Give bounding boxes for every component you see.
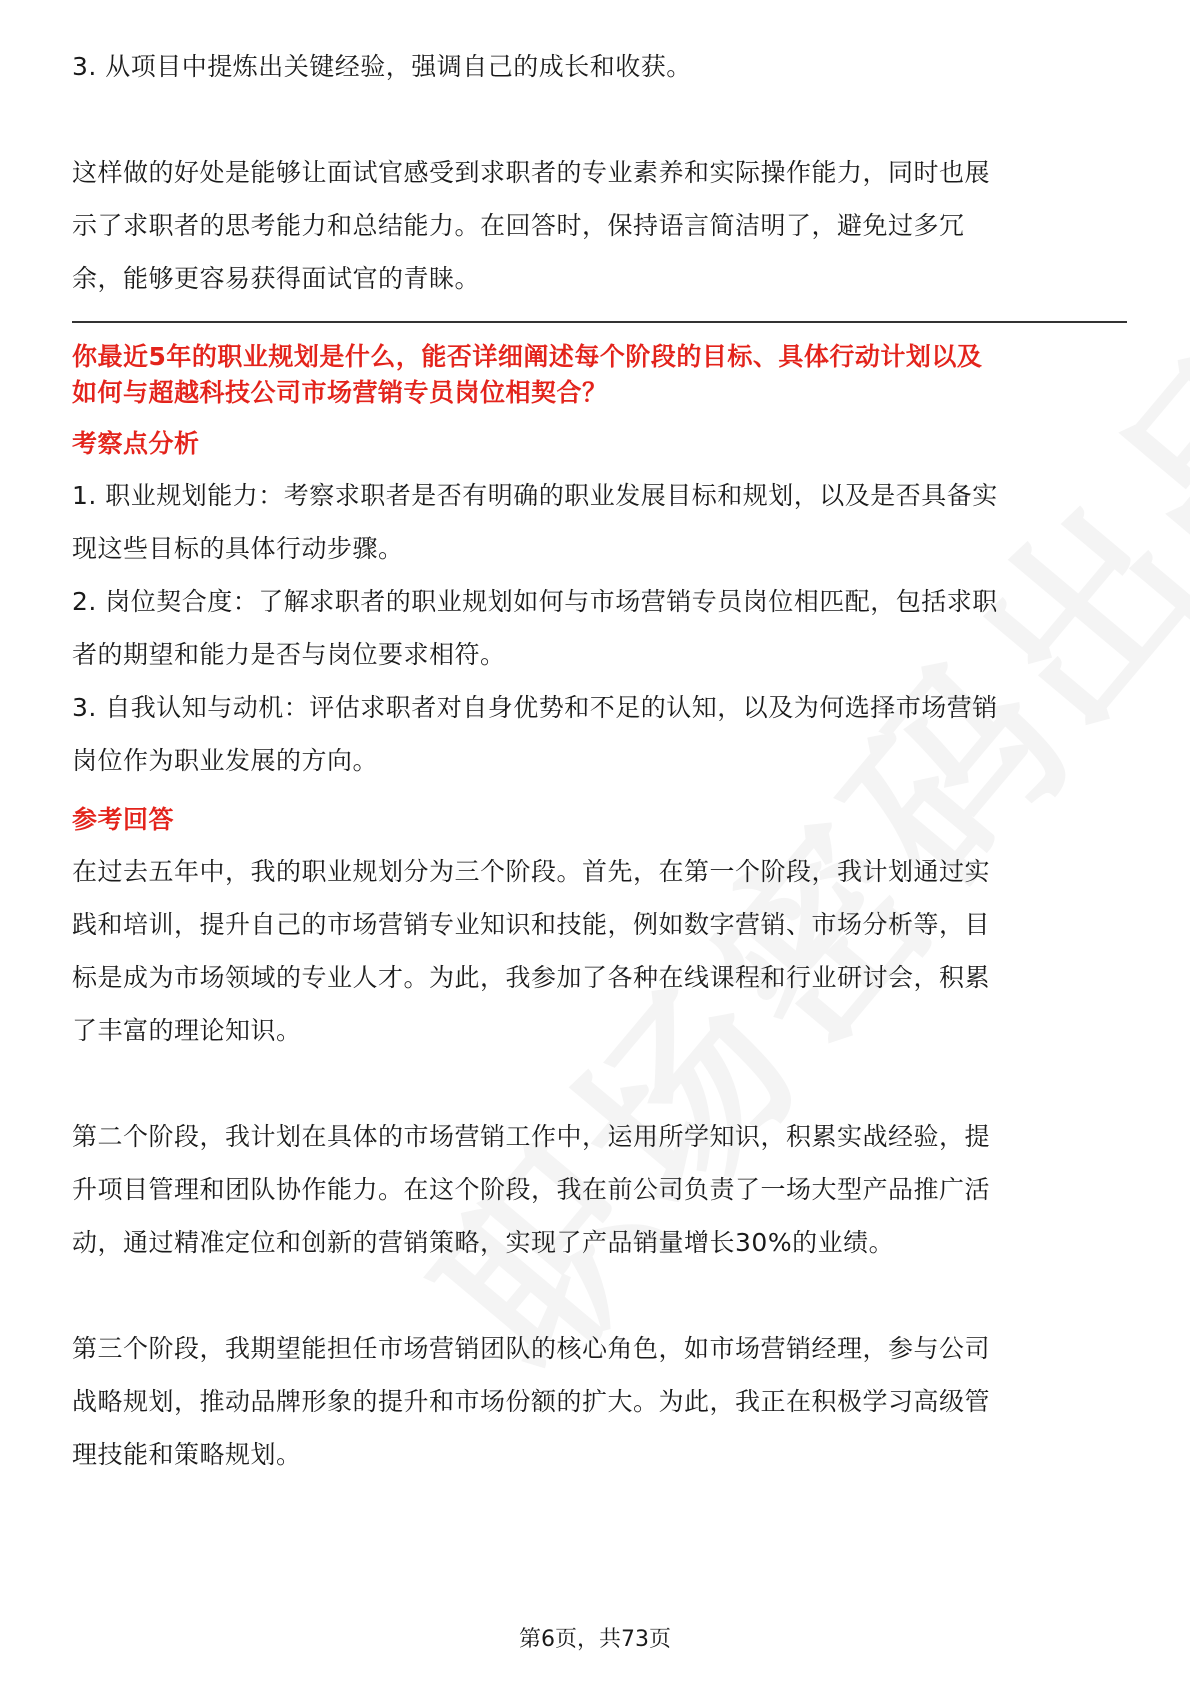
answer-line: 在过去五年中，我的职业规划分为三个阶段。首先，在第一个阶段，我计划通过实	[72, 857, 991, 886]
summary-line: 这样做的好处是能够让面试官感受到求职者的专业素养和实际操作能力，同时也展	[72, 158, 991, 187]
analysis-item-line: 岗位作为职业发展的方向。	[72, 746, 379, 775]
question-line: 如何与超越科技公司市场营销专员岗位相契合？	[72, 378, 608, 407]
answer-line: 理技能和策略规划。	[72, 1440, 302, 1469]
summary-line: 示了求职者的思考能力和总结能力。在回答时，保持语言简洁明了，避免过多冗	[72, 211, 965, 240]
answer-paragraph-3	[72, 1322, 1127, 1481]
question-block	[72, 339, 1127, 411]
answer-line: 升项目管理和团队协作能力。在这个阶段，我在前公司负责了一场大型产品推广活	[72, 1175, 991, 1204]
answer-line: 了丰富的理论知识。	[72, 1016, 302, 1045]
answer-line: 战略规划，推动品牌形象的提升和市场份额的扩大。为此，我正在积极学习高级管	[72, 1387, 991, 1416]
analysis-list	[72, 469, 1127, 787]
answer-heading: 参考回答	[72, 805, 175, 834]
analysis-item-line: 现这些目标的具体行动步骤。	[72, 534, 404, 563]
answer-line: 标是成为市场领域的专业人才。为此，我参加了各种在线课程和行业研讨会，积累	[72, 963, 991, 992]
question-line: 你最近5年的职业规划是什么，能否详细阐述每个阶段的目标、具体行动计划以及	[72, 342, 983, 371]
analysis-item-line: 2. 岗位契合度：了解求职者的职业规划如何与市场营销专员岗位相匹配，包括求职	[72, 587, 998, 616]
document-page	[72, 40, 1127, 1481]
answer-paragraph-2	[72, 1110, 1127, 1269]
analysis-item-line: 1. 职业规划能力：考察求职者是否有明确的职业发展目标和规划，以及是否具备实	[72, 481, 998, 510]
answer-line: 第二个阶段，我计划在具体的市场营销工作中，运用所学知识，积累实战经验，提	[72, 1122, 991, 1151]
answer-paragraph-1	[72, 845, 1127, 1057]
answer-line: 第三个阶段，我期望能担任市场营销团队的核心角色，如市场营销经理，参与公司	[72, 1334, 991, 1363]
summary-line: 余，能够更容易获得面试官的青睐。	[72, 264, 481, 293]
answer-line: 践和培训，提升自己的市场营销专业知识和技能，例如数字营销、市场分析等，目	[72, 910, 991, 939]
analysis-item-line: 者的期望和能力是否与岗位要求相符。	[72, 640, 506, 669]
answer-line: 动，通过精准定位和创新的营销策略，实现了产品销量增长30%的业绩。	[72, 1228, 895, 1257]
page-number: 第6页，共73页	[519, 1627, 671, 1652]
section-divider	[72, 321, 1127, 323]
intro-item-3: 3. 从项目中提炼出关键经验，强调自己的成长和收获。	[72, 52, 692, 81]
analysis-item-line: 3. 自我认知与动机：评估求职者对自身优势和不足的认知，以及为何选择市场营销	[72, 693, 998, 722]
analysis-heading: 考察点分析	[72, 429, 200, 458]
